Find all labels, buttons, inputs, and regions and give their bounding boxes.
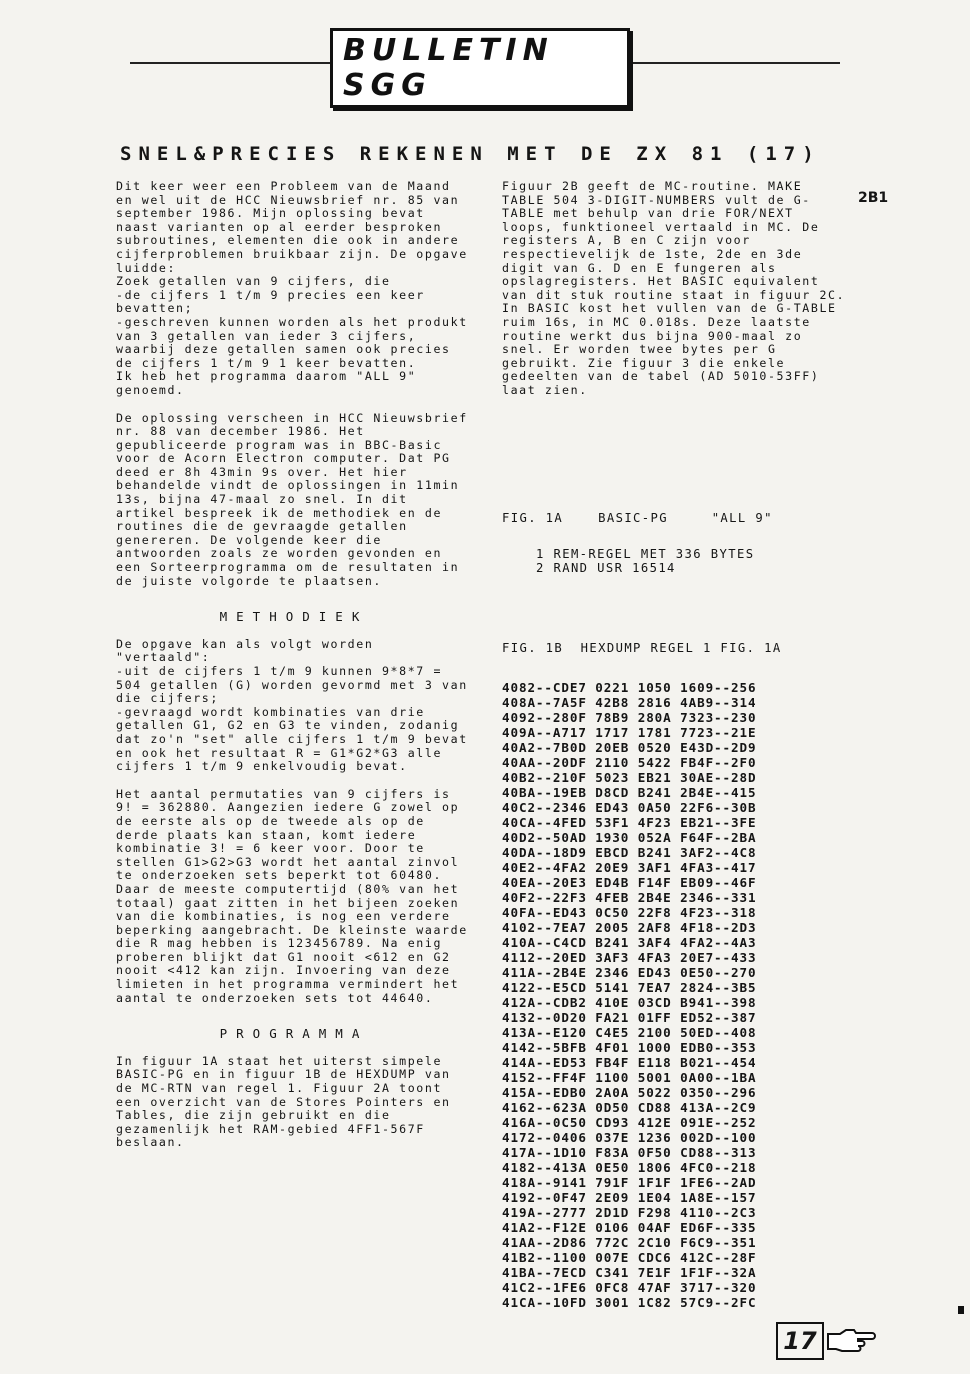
figure-1a-listing [536,547,754,575]
hexdump-row: 418A--9141 791F 1F1F 1FE6--2AD [502,1175,757,1190]
hexdump-row: 4182--413A 0E50 1806 4FC0--218 [502,1160,757,1175]
pointing-hand-icon [826,1326,876,1352]
section-heading-methodiek: METHODIEK [219,609,369,625]
basic-line: 2 RAND USR 16514 [536,561,676,575]
hexdump-row: 41B2--1100 007E CDC6 412C--28F [502,1250,757,1265]
figure-1b-caption: FIG. 1B HEXDUMP REGEL 1 FIG. 1A [502,641,782,655]
hexdump-row: 4192--0F47 2E09 1E04 1A8E--157 [502,1190,757,1205]
right-column-text [502,180,852,398]
hexdump-row: 40F2--22F3 4FEB 2B4E 2346--331 [502,890,757,905]
hexdump-row: 4112--20ED 3AF3 4FA3 20E7--433 [502,950,757,965]
hexdump-row: 40A2--7B0D 20EB 0520 E43D--2D9 [502,740,757,755]
hexdump-row: 40D2--50AD 1930 052A F64F--2BA [502,830,757,845]
page-title: SNEL&PRECIES REKENEN MET DE ZX 81 (17) [120,143,821,165]
hexdump-row: 4092--280F 78B9 280A 7323--230 [502,710,757,725]
hexdump-row: 414A--ED53 FB4F E118 B021--454 [502,1055,757,1070]
hexdump-row: 41A2--F12E 0106 04AF ED6F--335 [502,1220,757,1235]
edge-mark [958,1306,964,1314]
hexdump-row: 41AA--2D86 772C 2C10 F6C9--351 [502,1235,757,1250]
hexdump-row: 417A--1D10 F83A 0F50 CD88--313 [502,1145,757,1160]
hexdump-row: 419A--2777 2D1D F298 4110--2C3 [502,1205,757,1220]
bulletin-logo-text: BULLETIN SGG [330,28,630,108]
hexdump-row: 40EA--20E3 ED4B F14F EB09--46F [502,875,757,890]
hexdump-row: 40DA--18D9 EBCD B241 3AF2--4C8 [502,845,757,860]
hexdump-row: 410A--C4CD B241 3AF4 4FA2--4A3 [502,935,757,950]
hexdump-row: 40BA--19EB D8CD B241 2B4E--415 [502,785,757,800]
paragraph: Dit keer weer een Probleem van de Maand en wel uit de HCC Nieuwsbrief nr. 85 van september 1986. Mijn oplossing bevat naast varianten op al eerder besproken subroutines, elementen die ook in andere cijferproblemen bruikbaar zijn. De opgave luidde: [116,179,477,275]
hexdump-row: 40C2--2346 ED43 0A50 22F6--30B [502,800,757,815]
left-column [116,179,477,1150]
side-tag: 2B1 [858,190,889,206]
basic-line: 1 REM-REGEL MET 336 BYTES [536,547,755,561]
hexdump-row: 41CA--10FD 3001 1C82 57C9--2FC [502,1295,757,1310]
page-number: 17 [776,1322,824,1360]
paragraph: De oplossing verscheen in HCC Nieuwsbrief nr. 88 van december 1986. Het gepubliceerde program was in BBC-Basic voor de Acorn Electron computer. Dat PG deed er 8h 43min 9s over. Het hier behandelde vindt de oplossingen in 11min 13s, bijna 47-maal zo snel. In dit artikel bespreek ik de methodiek en de routines die de gevraagde getallen genereren. De volgende keer die antwoorden zoals ze worden gevonden en een Sorteerprogramma om de resultaten in de juiste volgorde te plaatsen. [116,410,477,588]
section-heading-programma: PROGRAMMA [219,1026,369,1042]
hexdump-row: 40FA--ED43 0C50 22F8 4F23--318 [502,905,757,920]
hexdump-table [502,680,756,1310]
list-item: -geschreven kunnen worden als het produkt van 3 getallen van ieder 3 cijfers, waarbij deze getallen samen ook precies de cijfers 1 t/m 9 1 keer bevatten. [116,314,477,370]
hexdump-row: 40AA--20DF 2110 5422 FB4F--2F0 [502,755,757,770]
header-rule-left [130,62,330,64]
hexdump-row: 4102--7EA7 2005 2AF8 4F18--2D3 [502,920,757,935]
hexdump-row: 41BA--7ECD C341 7E1F 1F1F--32A [502,1265,757,1280]
hexdump-row: 412A--CDB2 410E 03CD B941--398 [502,995,757,1010]
bulletin-logo [330,33,630,103]
header-rule-right [630,62,840,64]
figure-1a-caption: FIG. 1A BASIC-PG "ALL 9" [502,511,773,525]
hexdump-row: 41C2--1FE6 0FC8 47AF 3717--320 [502,1280,757,1295]
hexdump-row: 4162--623A 0D50 CD88 413A--2C9 [502,1100,757,1115]
hexdump-row: 4142--5BFB 4F01 1000 EDB0--353 [502,1040,757,1055]
paragraph: De opgave kan als volgt worden "vertaald": [116,636,382,665]
hexdump-row: 4172--0406 037E 1236 002D--100 [502,1130,757,1145]
hexdump-row: 415A--EDB0 2A0A 5022 0350--296 [502,1085,757,1100]
list-item: -de cijfers 1 t/m 9 precies een keer bevatten; [116,287,434,316]
hexdump-row: 411A--2B4E 2346 ED43 0E50--270 [502,965,757,980]
hexdump-row: 4132--0D20 FA21 01FF ED52--387 [502,1010,757,1025]
paragraph: Ik heb het programma daarom "ALL 9" genoemd. [116,369,425,397]
hexdump-row: 413A--E120 C4E5 2100 50ED--408 [502,1025,757,1040]
hexdump-row: 40CA--4FED 53F1 4F23 EB21--3FE [502,815,757,830]
list-item: -gevraagd wordt kombinaties van drie getallen G1, G2 en G3 te vinden, zodanig dat zo'n "set" alle cijfers 1 t/m 9 bevat en ook het resultaat R = G1*G2*G3 alle cijfers 1 t/m 9 enkelvoudig bevat. [116,704,477,774]
hexdump-row: 409A--A717 1717 1781 7723--21E [502,725,757,740]
hexdump-row: 4152--FF4F 1100 5001 0A00--1BA [502,1070,757,1085]
paragraph: Figuur 2B geeft de MC-routine. MAKE TABLE 504 3-DIGIT-NUMBERS vult de G-TABLE met behulp van drie FOR/NEXT loops, funktioneel vertaald in MC. De registers A, B en C zijn voor respectievelijk de 1ste, 2de en 3de digit van G. D en E fungeren als opslagregisters. Het BASIC equivalent van dit stuk routine staat in figuur 2C. In BASIC kost het vullen van de G-TABLE ruim 16s, in MC 0.018s. Deze laatste routine werkt dus bijna 900-maal zo snel. Er worden twee bytes per G gebruikt. Zie figuur 3 die enkele gedeelten van de tabel (AD 5010-53FF) laat zien. [502,179,854,397]
hexdump-row: 408A--7A5F 42B8 2816 4AB9--314 [502,695,757,710]
hexdump-row: 4082--CDE7 0221 1050 1609--256 [502,680,757,695]
list-item: -uit de cijfers 1 t/m 9 kunnen 9*8*7 = 504 getallen (G) worden gevormd met 3 van die cijfers; [116,664,477,706]
hexdump-row: 416A--0C50 CD93 412E 091E--252 [502,1115,757,1130]
hexdump-row: 4122--E5CD 5141 7EA7 2824--3B5 [502,980,757,995]
paragraph: Zoek getallen van 9 cijfers, die [116,274,391,289]
hexdump-row: 40B2--210F 5023 EB21 30AE--28D [502,770,757,785]
paragraph: Het aantal permutaties van 9 cijfers is 9! = 362880. Aangezien iedere G zowel op de eerste als op de tweede als op de derde plaats kan staan, komt iedere kombinatie 3! = 6 keer voor. Door te stellen G1>G2>G3 wordt het aantal zinvol te onderzoeken sets beperkt tot 60480. Daar de meeste computertijd (80% van het totaal) gaat zitten in het bijeen zoeken van die kombinaties, is nog een verdere beperking aangebracht. De kleinste waarde die R mag hebben is 123456789. Na enig proberen blijkt dat G1 nooit <612 en G2 nooit <412 kan zijn. Invoering van deze limieten in het programma vermindert het aantal te onderzoeken sets tot 44640. [116,786,477,1005]
paragraph: In figuur 1A staat het uiterst simpele BASIC-PG en in figuur 1B de HEXDUMP van de MC-RTN van regel 1. Figuur 2A toont een overzicht van de Stores Pointers en Tables, die zijn gebruikt en die gezamenlijk het RAM-gebied 4FF1-567F beslaan. [116,1053,460,1150]
hexdump-row: 40E2--4FA2 20E9 3AF1 4FA3--417 [502,860,757,875]
